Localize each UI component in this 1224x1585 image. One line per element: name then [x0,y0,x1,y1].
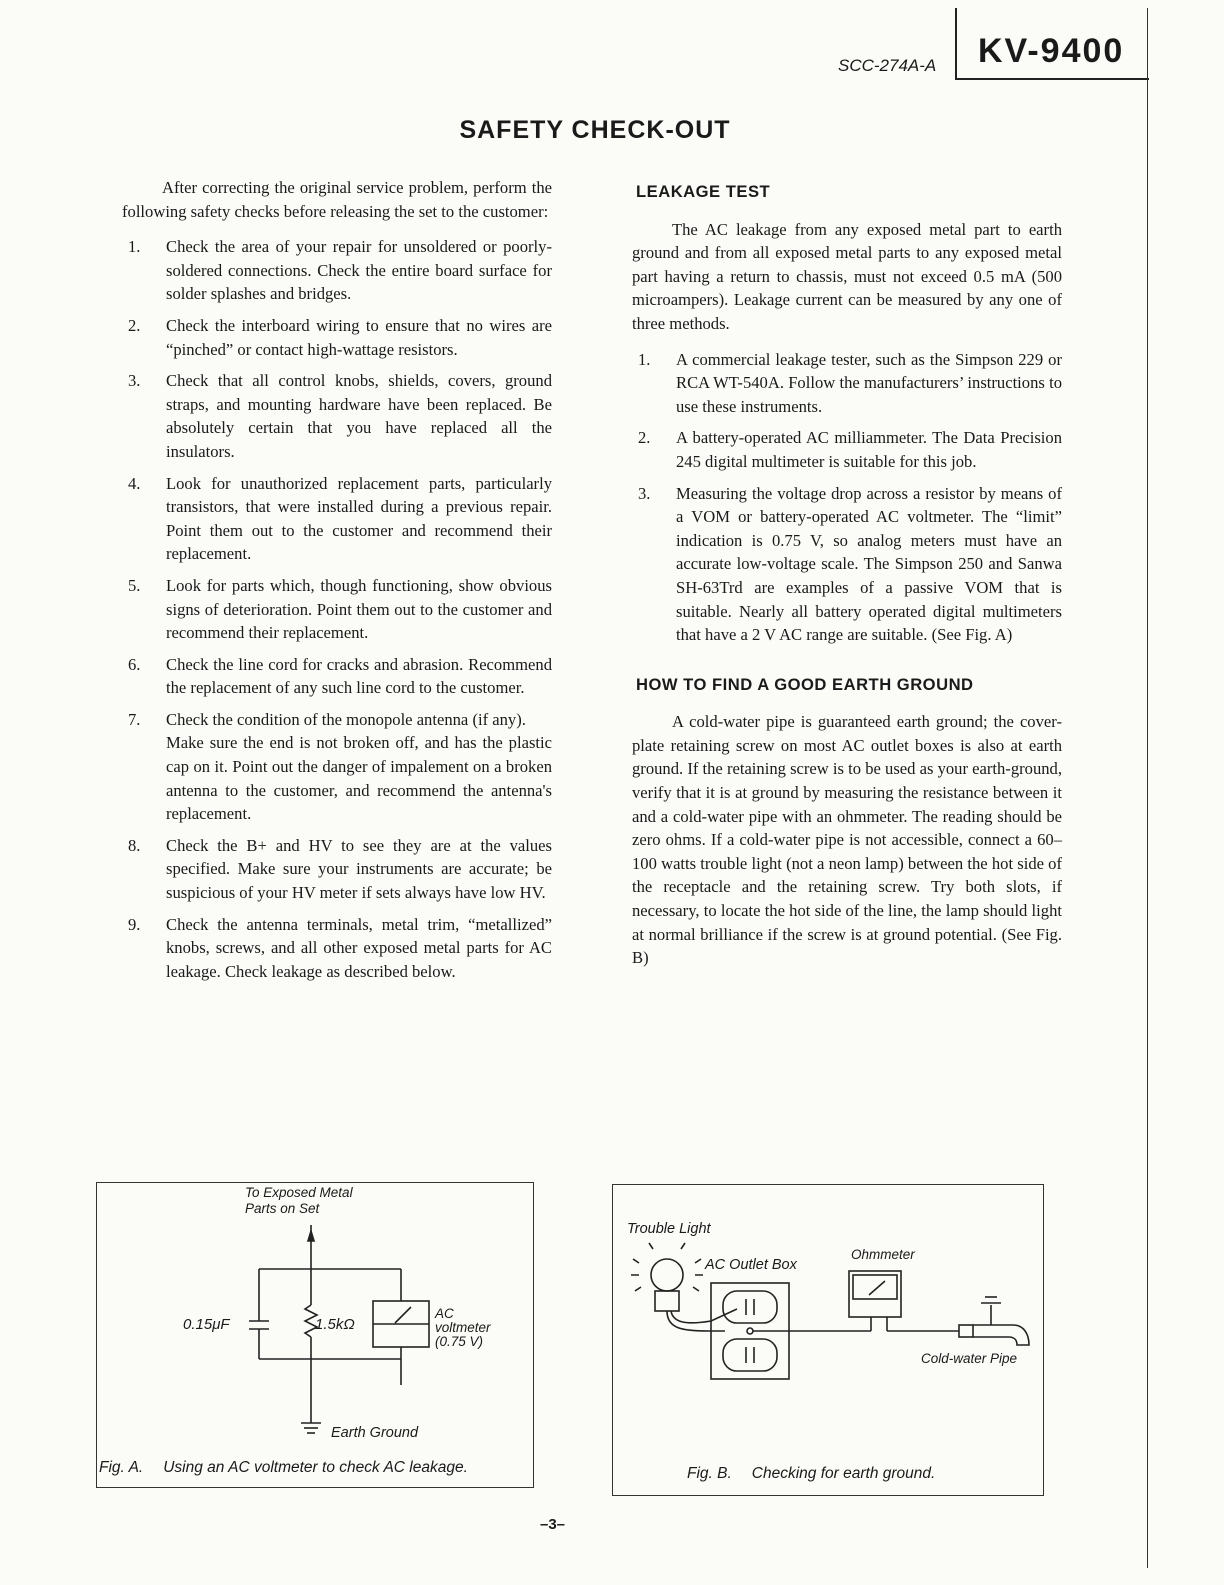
item-number: 6. [128,654,141,674]
page-margin-rule [1147,8,1148,1568]
safety-checklist [122,235,552,983]
item-text: Check the antenna terminals, metal trim, “metallized” knobs, screws, and all other exposed metal parts for AC leakage. Check leakage as described below. [166,914,552,981]
outlet-box-label: AC Outlet Box [705,1257,797,1273]
figure-a-caption [99,1459,468,1477]
item-text: Check the area of your repair for unsoldered or poorly-soldered connections. Check the entire board surface for solder splashes and bridges. [166,237,552,304]
item-number: 1. [638,349,651,369]
item-text: Check the B+ and HV to see they are at the values specified. Make sure your instruments are accurate; be suspicious of your HV meter if sets always have low HV. [166,835,552,903]
list-item [632,426,1062,473]
item-number: 3. [638,483,651,503]
list-item [122,574,552,645]
item-text: Check the interboard wiring to ensure that no wires are “pinched” or contact high-wattage resistors. [166,315,552,359]
item-text-continued: Make sure the end is not broken off, and has the plastic cap on it. Point out the danger of impalement on a broken antenna to the customer, and recommend the antenna's replacement. [166,733,552,824]
list-item [122,653,552,700]
item-text: Measuring the voltage drop across a resistor by means of a VOM or battery-operated AC voltmeter. The “limit” indication is 0.75 V, so analog meters must have an accurate low-voltage scale. The Simpson 250 and Sanwa SH-63Trd are examples of a passive VOM that is suitable. Nearly all battery operated digital multimeters that have a 2 V AC range are suitable. (See Fig. A) [676,483,1062,645]
item-number: 9. [128,914,141,934]
item-number: 2. [638,428,651,448]
capacitor-label: 0.15μF [183,1316,230,1333]
item-number: 3. [128,371,141,391]
list-item [632,482,1062,647]
resistor-label: 1.5kΩ [315,1316,355,1333]
item-text: A commercial leakage tester, such as the Simpson 229 or RCA WT-540A. Follow the manufacturers’ instructions to use these instruments. [676,349,1062,416]
figure-b-caption [687,1465,935,1483]
earth-ground-heading: HOW TO FIND A GOOD EARTH GROUND [636,674,974,694]
left-column [122,176,552,991]
list-item [632,348,1062,419]
item-text: Look for unauthorized replacement parts, particularly transistors, that were installed during a previous repair. Point them out to the customer and recommend their replacement. [166,473,552,564]
page-title: SAFETY CHECK-OUT [459,116,731,144]
item-number: 1. [128,237,141,257]
list-item [122,369,552,463]
item-text: Check that all control knobs, shields, covers, ground straps, and mounting hardware have been replaced. Be absolutely certain that you have replaced all the insulators. [166,371,552,461]
earth-ground-paragraph: A cold-water pipe is guaranteed earth ground; the cover-plate retaining screw on most AC outlet boxes is also at earth ground. If the retaining screw is to be used as your earth-ground, verify that it is at ground by measuring the resistance between it and a cold-water pipe with an ohmmeter. The reading should be zero ohms. If a cold-water pipe is not accessible, connect a 60–100 watts trouble light (not a neon lamp) between the hot side of the receptacle and the retaining screw. Try both slots, if necessary, to locate the hot side of the line, the lamp should light at normal brilliance if the screw is at ground potential. (See Fig. B) [632,712,1062,968]
earth-ground-label: Earth Ground [331,1425,419,1441]
item-text: Look for parts which, though functioning, show obvious signs of deterioration. Point them out to the customer and recommend their replacement. [166,575,552,643]
list-item [122,834,552,905]
pipe-label: Cold-water Pipe [921,1351,1018,1366]
figure-b-caption-text: Checking for earth ground. [751,1465,936,1482]
list-item [122,235,552,306]
trouble-light-label: Trouble Light [627,1221,711,1237]
leakage-test-heading: LEAKAGE TEST [636,182,771,201]
figure-b [612,1184,1044,1496]
model-number: KV-9400 [978,32,1125,70]
ohmmeter-label: Ohmmeter [851,1247,915,1262]
document-code: SCC-274A-A [838,56,937,75]
item-number: 7. [128,709,141,729]
page-number: –3– [540,1516,566,1533]
figure-a-number: Fig. A. [99,1459,144,1476]
item-text: A battery-operated AC milliammeter. The Data Precision 245 digital multimeter is suitable for this job. [676,428,1062,471]
list-item [122,314,552,361]
probe-label: To Exposed Metal Parts on Set [245,1185,353,1216]
figure-b-number: Fig. B. [687,1465,732,1482]
voltmeter-label: AC voltmeter (0.75 V) [435,1306,491,1349]
figure-a-caption-text: Using an AC voltmeter to check AC leakage. [163,1459,468,1476]
figure-a [96,1182,534,1488]
item-number: 8. [128,835,141,855]
list-item [122,472,552,566]
item-number: 2. [128,315,141,335]
item-number: 5. [128,575,141,595]
right-column [632,180,1062,982]
list-item [122,708,552,826]
item-text: Check the line cord for cracks and abrasion. Recommend the replacement of any such line cord to the customer. [166,654,552,698]
list-item [122,913,552,984]
item-number: 4. [128,473,141,493]
item-text: Check the condition of the monopole antenna (if any). [166,709,526,729]
leakage-intro: The AC leakage from any exposed metal part to earth ground and from all exposed metal parts to any exposed metal part having a return to chassis, must not exceed 0.5 mA (500 microampers). Leakage current can be measured by any one of three methods. [632,219,1062,333]
intro-paragraph: After correcting the original service problem, perform the following safety checks before releasing the set to the customer: [122,178,552,221]
leakage-methods [632,348,1062,647]
